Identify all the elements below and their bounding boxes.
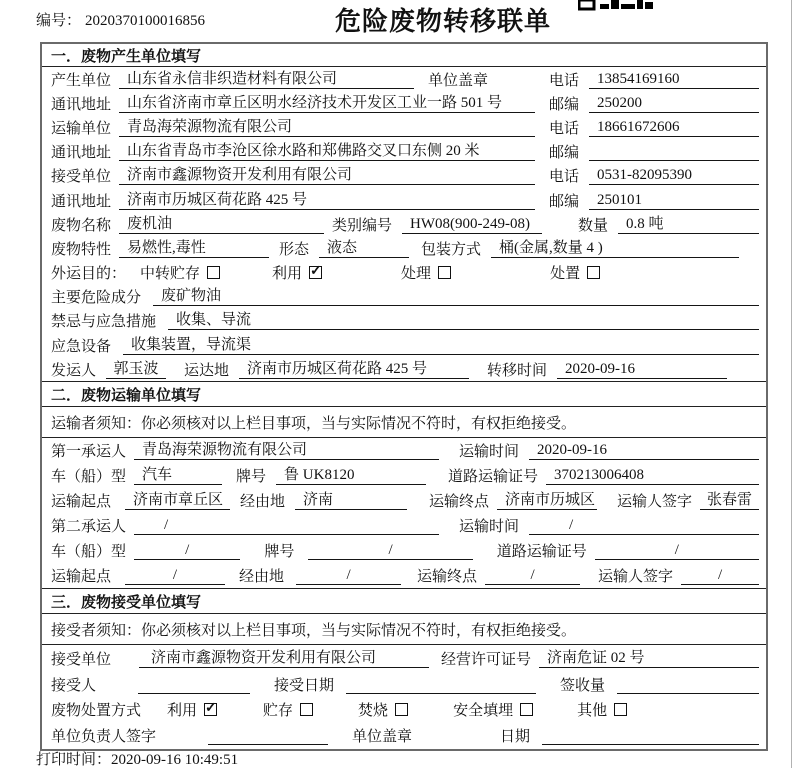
print-time-label: 打印时间： [36,752,112,768]
packaging-value: 桶(金属,数量 4 ) [491,239,739,258]
row-transfer-purpose [42,261,766,285]
zip-pair [549,141,759,162]
address-value: 济南市历城区荷花路 425 号 [119,191,535,210]
sign-label: 运输人签字 [598,569,674,586]
shipper-label: 发运人 [51,362,97,379]
hazard-label: 主要危险成分 [51,290,142,307]
purpose-label: 外运目的： [51,266,127,283]
sign-value: 张春雷 [700,491,759,510]
checkbox-label: 焚烧 [358,703,389,720]
equipment-label: 应急设备 [51,338,112,355]
destination-value: 济南市历城区荷花路 425 号 [239,360,469,379]
zip-label: 邮编 [549,96,580,113]
phone-value: 0531-82095390 [589,166,759,185]
checkbox-label: 贮存 [263,703,294,720]
checkbox-icon [438,266,451,279]
precautions-value: 收集、导流 [168,311,759,330]
origin-value: / [125,566,225,585]
checkbox-icon [207,266,220,279]
responsible-sign-label: 单位负责人签字 [51,729,157,746]
address-label: 通讯地址 [51,193,112,210]
acceptor-label: 接受人 [51,677,97,694]
phone-pair [549,69,759,90]
disposal-option-other [577,699,627,720]
transport-time-label: 运输时间 [459,444,520,461]
row-route2 [42,563,766,588]
transfer-time-value: 2020-09-16 [557,360,727,379]
checkbox-label: 利用 [167,703,198,720]
checkbox-label: 安全填埋 [453,703,514,720]
checkbox-icon [520,703,533,716]
transporter-label: 运输单位 [51,120,112,137]
end-label: 运输终点 [417,569,478,586]
disposal-option-incinerate [358,699,408,720]
section2-header: 二．废物运输单位填写 [42,381,766,407]
phone-label: 电话 [549,120,580,137]
page-edge-line [791,0,792,768]
precautions-label: 禁忌与应急措施 [51,314,157,331]
via-value: 济南 [295,491,407,510]
purpose-option-dispose [550,262,600,283]
receiver-label: 接受单位 [51,169,112,186]
disposal-label: 废物处置方式 [51,703,142,720]
form-label: 形态 [279,241,310,258]
category-label: 类别编号 [332,217,393,234]
zip-label: 邮编 [549,193,580,210]
checkbox-icon [300,703,313,716]
accept-date-value [346,675,536,694]
row-route1 [42,488,766,513]
time-pair [459,440,759,461]
carrier2-label: 第二承运人 [51,519,127,536]
responsible-sign-value [208,726,328,745]
end-value: / [485,566,580,585]
row-receiver-address [42,188,766,212]
doc-number-label: 编号： [36,13,82,29]
via-label: 经由地 [240,494,286,511]
row-shipper [42,357,766,381]
purpose-option-use [272,262,322,283]
row-carrier1 [42,438,766,463]
checkbox-icon [614,703,627,716]
section3-notice: 接受者须知：你必须核对以上栏目事项，当与实际情况不符时，有权拒绝接受。 [42,614,766,645]
equipment-value: 收集装置，导流渠 [123,336,759,355]
carrier1-value: 青岛海荣源物流有限公司 [134,441,439,460]
zip-label: 邮编 [549,145,580,162]
row-transporter [42,115,766,139]
carrier1-label: 第一承运人 [51,444,127,461]
end-value: 济南市历城区 [497,491,597,510]
date-label: 日期 [500,729,531,746]
shipper-value: 郭玉波 [106,360,166,379]
destination-label: 运达地 [184,362,230,379]
origin-label: 运输起点 [51,569,112,586]
row-waste-name [42,212,766,236]
checkbox-icon [309,266,322,279]
zip-pair [549,93,759,114]
row-disposal-method [42,697,766,723]
disposal-option-storage [263,699,313,720]
via-label: 经由地 [239,569,285,586]
producer-label: 产生单位 [51,72,112,89]
row-receiver [42,164,766,188]
zip-value [589,142,759,161]
row-transporter-address [42,140,766,164]
sign-value: / [681,566,759,585]
permit-label: 道路运输证号 [496,544,587,561]
received-qty-label: 签收量 [560,677,606,694]
section1-header: 一．废物产生单位填写 [42,44,766,67]
origin-value: 济南市章丘区 [125,491,230,510]
checkbox-label: 处理 [401,266,432,283]
disposal-option-use [167,699,217,720]
checkbox-label: 其他 [577,703,608,720]
address-value: 山东省青岛市李沧区徐水路和郑佛路交叉口东侧 20 米 [119,142,535,161]
characteristics-value: 易燃性,毒性 [119,239,269,258]
permit-value: / [595,541,759,560]
seal-label: 单位盖章 [428,72,489,89]
phone-label: 电话 [549,72,580,89]
received-qty-value [617,675,759,694]
address-label: 通讯地址 [51,96,112,113]
license-label: 经营许可证号 [441,651,532,668]
receiver-value: 济南市鑫源物资开发利用有限公司 [119,166,535,185]
receiver-value: 济南市鑫源物资开发利用有限公司 [139,649,429,668]
carrier2-value: / [134,516,439,535]
row-vehicle2 [42,538,766,563]
checkbox-label: 利用 [272,266,303,283]
row-carrier2 [42,513,766,538]
zip-value: 250101 [589,191,759,210]
vehicle-value: / [134,541,240,560]
disposal-option-landfill [453,699,533,720]
purpose-option-treat [401,262,451,283]
waste-name-label: 废物名称 [51,217,112,234]
section2-notice: 运输者须知：你必须核对以上栏目事项，当与实际情况不符时，有权拒绝接受。 [42,407,766,438]
via-value: / [296,566,401,585]
plate-value: / [308,541,472,560]
accept-date-label: 接受日期 [274,677,335,694]
vehicle-label: 车（船）型 [51,544,127,561]
row-hazard-components [42,285,766,309]
license-value: 济南危证 02 号 [539,649,759,668]
origin-label: 运输起点 [51,494,112,511]
transport-time-label: 运输时间 [459,519,520,536]
phone-value: 13854169160 [589,70,759,89]
row-vehicle1 [42,463,766,488]
vehicle-value: 汽车 [134,466,222,485]
row-acceptor [42,671,766,697]
vehicle-label: 车（船）型 [51,469,127,486]
hazard-value: 废矿物油 [153,287,759,306]
end-label: 运输终点 [429,494,490,511]
packaging-label: 包装方式 [421,241,482,258]
row-producer [42,67,766,91]
permit-value: 370213006408 [546,466,759,485]
document-header [0,0,796,42]
plate-label: 牌号 [236,469,267,486]
plate-value: 鲁 UK8120 [276,466,426,485]
acceptor-value [138,675,250,694]
section3-header: 三．废物接受单位填写 [42,588,766,614]
transporter-value: 青岛海荣源物流有限公司 [119,118,535,137]
quantity-label: 数量 [578,217,609,234]
phone-label: 电话 [549,169,580,186]
phone-pair [549,165,759,186]
zip-value: 250200 [589,94,759,113]
checkbox-icon [204,703,217,716]
qr-code-icon [578,0,654,11]
checkbox-icon [395,703,408,716]
address-value: 山东省济南市章丘区明水经济技术开发区工业一路 501 号 [119,94,535,113]
row-waste-characteristics [42,236,766,260]
address-label: 通讯地址 [51,145,112,162]
page-title: 危险废物转移联单 [334,7,551,36]
phone-pair [549,117,759,138]
checkbox-label: 处置 [550,266,581,283]
seal-label: 单位盖章 [352,729,413,746]
doc-number-value: 2020370100016856 [85,13,206,29]
checkbox-label: 中转贮存 [140,266,201,283]
permit-label: 道路运输证号 [448,469,539,486]
sign-label: 运输人签字 [617,494,693,511]
zip-pair [549,190,759,211]
transport-time-value: / [529,516,759,535]
time-pair [459,515,759,536]
purpose-option-storage [140,262,220,283]
receiver-label: 接受单位 [51,651,112,668]
characteristics-label: 废物特性 [51,241,112,258]
form-value: 液态 [319,239,409,258]
category-value: HW08(900-249-08) [402,215,542,234]
waste-name-value: 废机油 [119,215,324,234]
phone-value: 18661672606 [589,118,759,137]
plate-label: 牌号 [264,544,295,561]
quantity-value: 0.8 吨 [618,215,759,234]
row-precautions [42,309,766,333]
producer-value: 山东省永信非织造材料有限公司 [119,70,414,89]
print-time-value: 2020-09-16 10:49:51 [111,752,239,768]
transfer-time-label: 转移时间 [487,362,548,379]
manifest-table [40,42,768,751]
row-accept-unit [42,645,766,671]
row-producer-address [42,91,766,115]
transport-time-value: 2020-09-16 [529,441,759,460]
checkbox-icon [587,266,600,279]
date-value [542,726,759,745]
row-responsible-sign [42,723,766,749]
print-time [36,748,238,769]
row-emergency-equipment [42,333,766,357]
